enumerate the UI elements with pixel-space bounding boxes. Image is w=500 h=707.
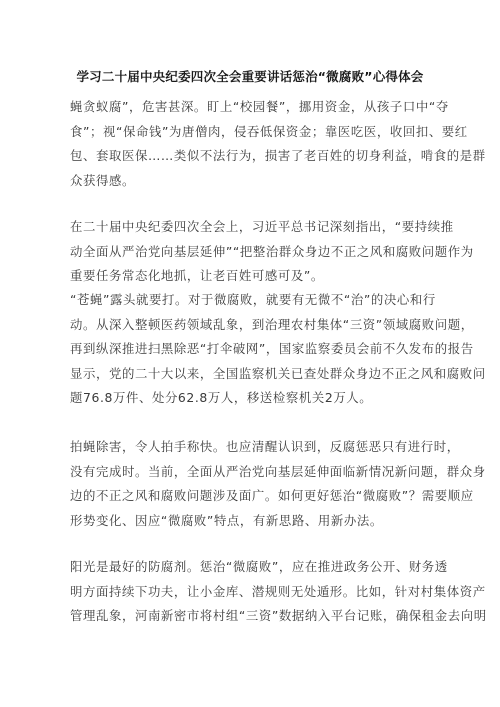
paragraph-line: 边的不正之风和腐败问题涉及面广。如何更好惩治“微腐败”？需要顺应 xyxy=(70,488,474,503)
paragraph-line: 没有完成时。当前，全面从严治党向基层延伸面临新情况新问题，群众身 xyxy=(70,463,486,479)
paragraph-line: 管理乱象，河南新密市将村组“三资”数据纳入平台记账，确保租金去向明 xyxy=(70,608,487,623)
paragraph-line: 形势变化、因应“微腐败”特点，有新思路、用新办法。 xyxy=(70,512,383,528)
paragraph-5 xyxy=(70,555,487,629)
paragraph-line: 动。从深入整顿医药领域乱象，到治理农村集体“三资”领域腐败问题， xyxy=(70,316,474,332)
paragraph-line: 显示，党的二十大以来，全国监察机关已查处群众身边不正之风和腐败问 xyxy=(70,365,486,381)
paragraph-line: 食”；视“保命钱”为唐僧肉，侵吞低保资金；靠医吃医，收回扣、要红 xyxy=(70,123,468,139)
paragraph-line: 明方面持续下功夫，让小金库、潜规则无处遁形。比如，针对村集体资产 xyxy=(70,583,486,599)
paragraph-4 xyxy=(70,435,486,533)
paragraph-line: 再到纵深推进扫黑除恶“打伞破网”，国家监察委员会前不久发布的报告 xyxy=(70,341,474,356)
paragraph-line: 在二十届中央纪委四次全会上，习近平总书记深刻指出，“要持续推 xyxy=(70,219,454,234)
paragraph-2 xyxy=(70,215,474,289)
paragraph-line: 重要任务常态化地抓，让老百姓可感可及”。 xyxy=(70,268,324,283)
paragraph-line: 题76.8万件、处分62.8万人，移送检察机关2万人。 xyxy=(70,390,373,405)
paragraph-1 xyxy=(70,95,486,193)
paragraph-line: 动全面从严治党向基层延伸”“把整治群众身边不正之风和腐败问题作为 xyxy=(70,243,474,259)
paragraph-line: 众获得感。 xyxy=(70,172,135,188)
paragraph-line: 拍蝇除害，令人拍手称快。也应清醒认识到，反腐惩恶只有进行时， xyxy=(70,439,460,454)
paragraph-line: 阳光是最好的防腐剂。惩治“微腐败”，应在推进政务公开、财务透 xyxy=(70,559,448,574)
paragraph-line: 蝇贪蚁腐”，危害甚深。盯上“校园餐”，挪用资金，从孩子口中“夺 xyxy=(70,99,449,114)
paragraph-line: 包、套取医保……类似不法行为，损害了老百姓的切身利益，啃食的是群 xyxy=(70,148,486,163)
document-title: 学习二十届中央纪委四次全会重要讲话惩治“微腐败”心得体会 xyxy=(76,69,424,84)
paragraph-line: “苍蝇”露头就要打。对于微腐败，就要有无微不“治”的决心和行 xyxy=(70,292,436,307)
paragraph-3 xyxy=(70,288,486,411)
